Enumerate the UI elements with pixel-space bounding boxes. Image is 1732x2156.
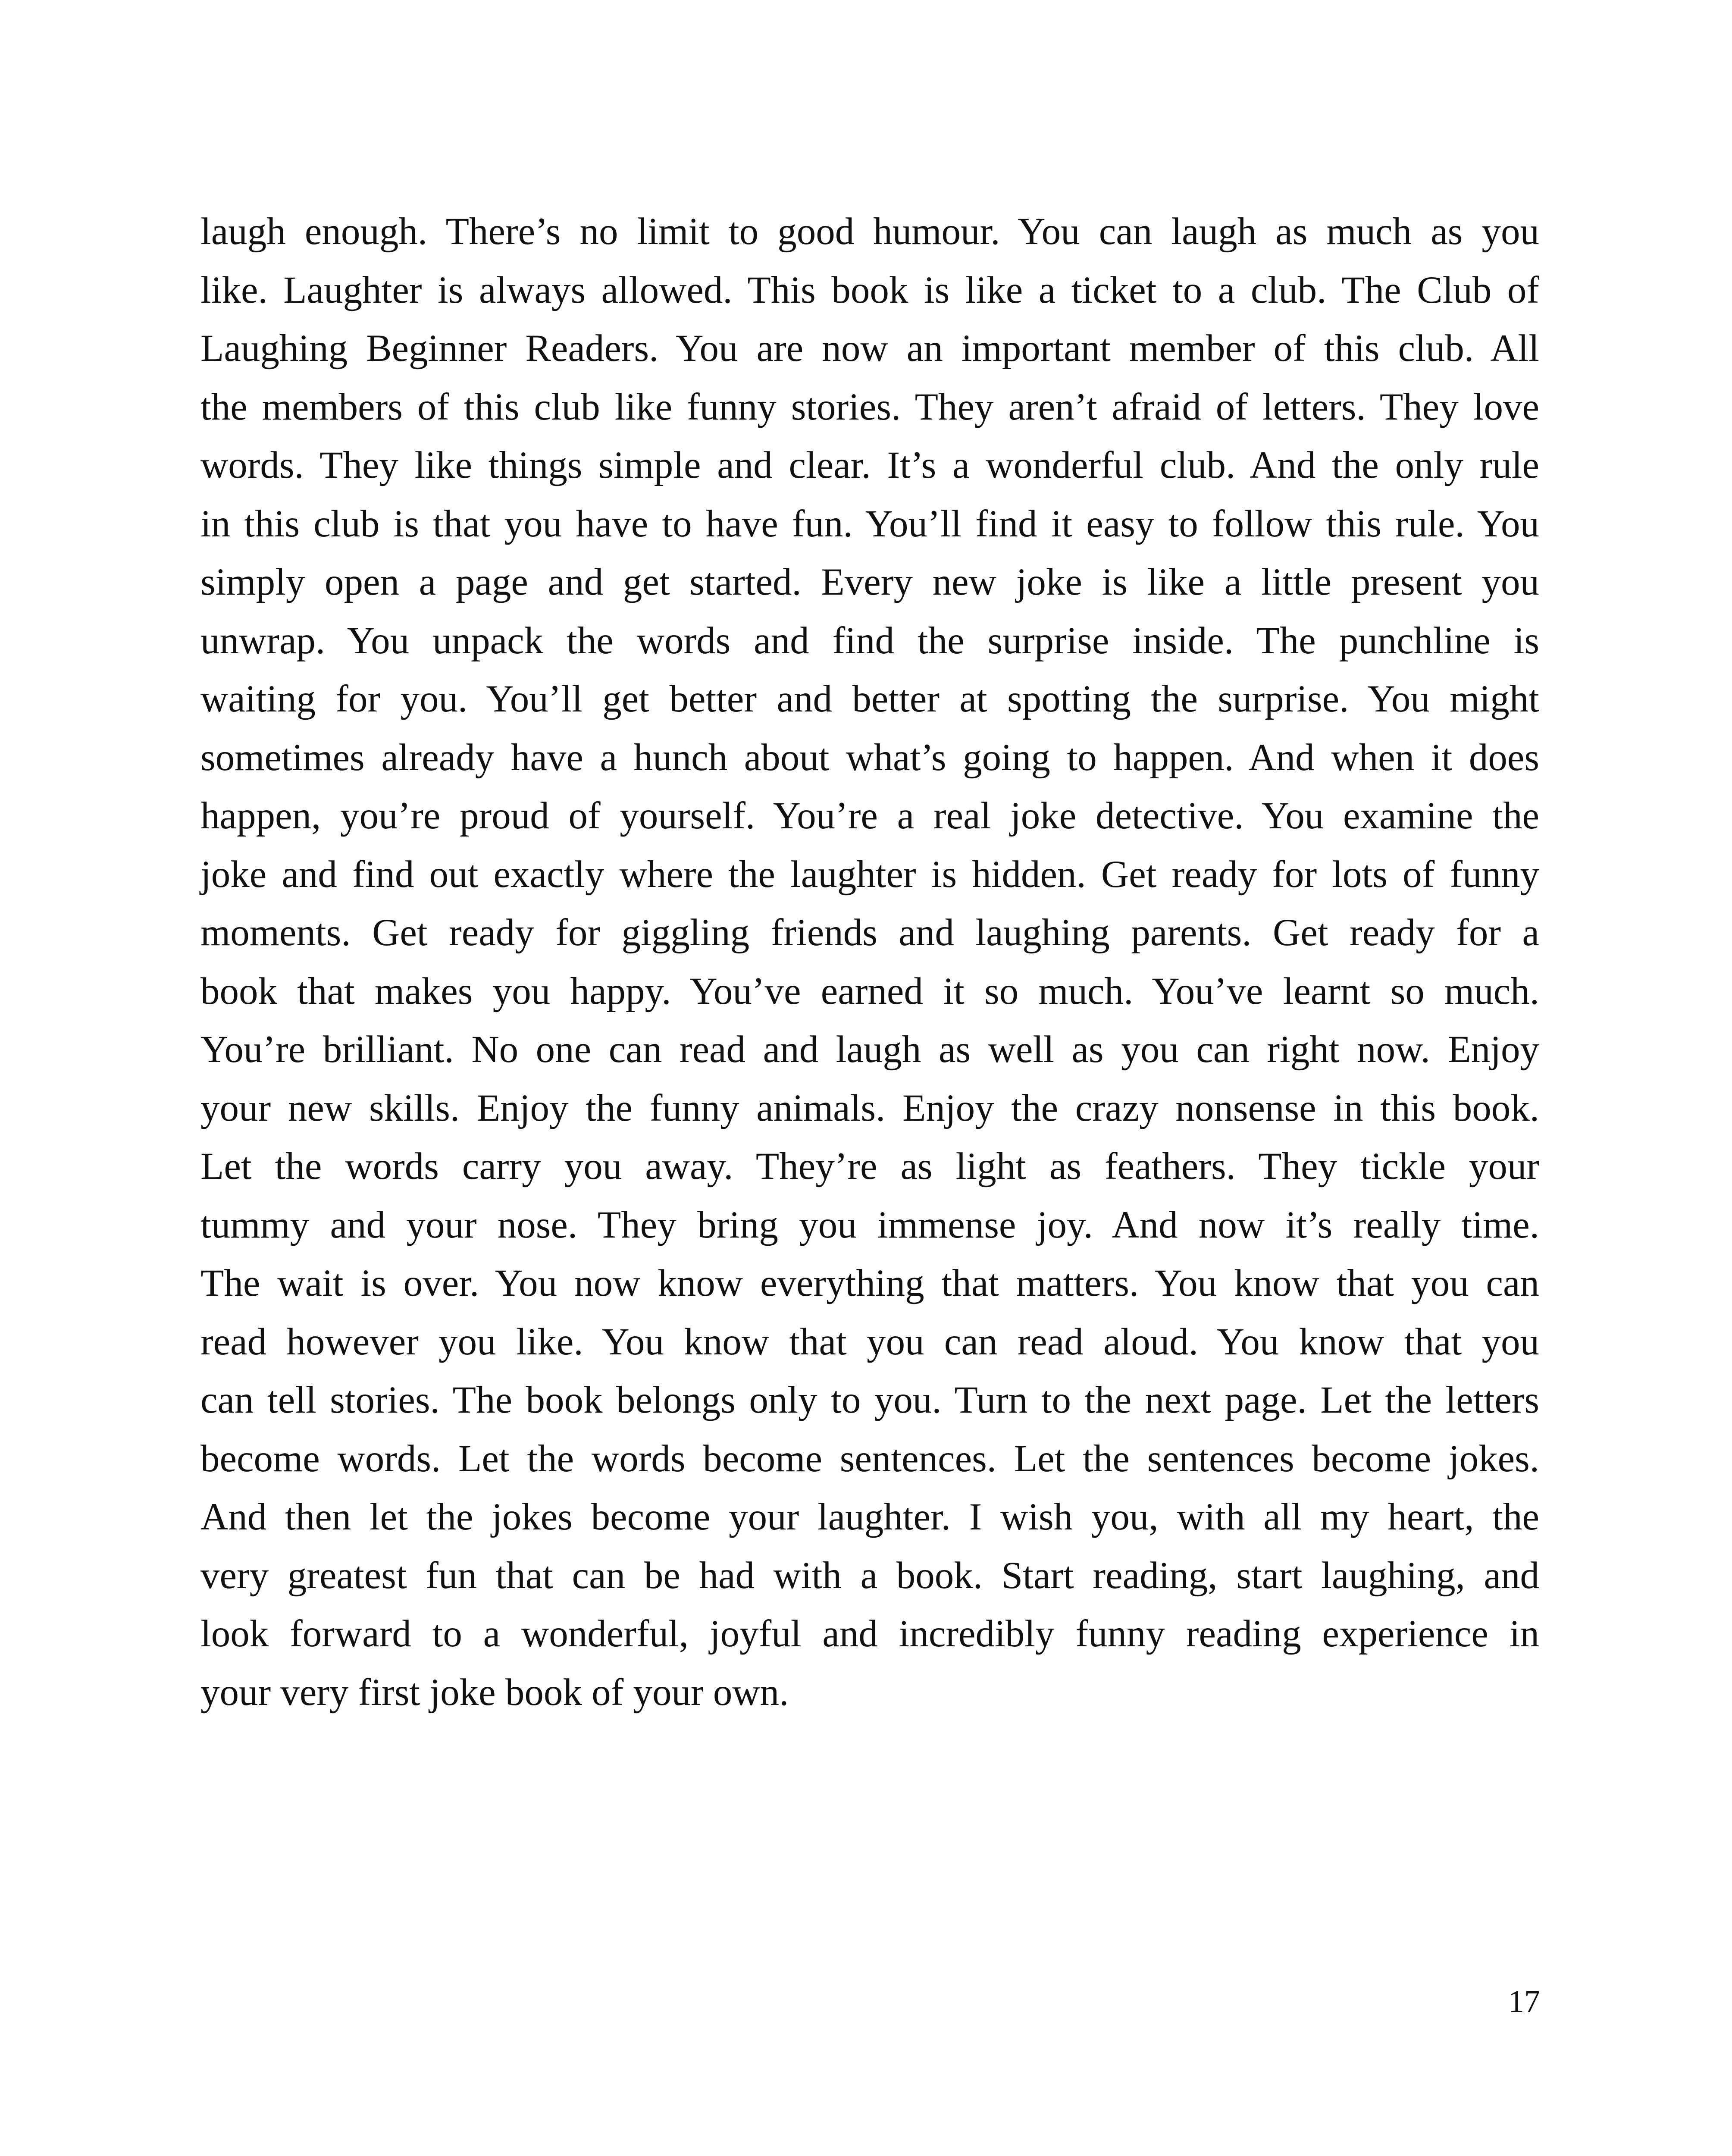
text-line: look forward to a wonderful, joyful and incredibly funny reading experience in [200,1613,1539,1655]
text-line: your very first joke book of your own. [200,1671,789,1714]
text-line: happen, you’re proud of yourself. You’re a real joke detective. You examine the [200,795,1539,837]
text-line: You’re brilliant. No one can read and laugh as well as you can right now. Enjoy [200,1028,1539,1071]
text-line: waiting for you. You’ll get better and better at spotting the surprise. You might [200,678,1539,720]
text-line: read however you like. You know that you can read aloud. You know that you [200,1320,1539,1363]
text-line: laugh enough. There’s no limit to good humour. You can laugh as much as you [200,210,1539,253]
text-line: joke and find out exactly where the laughter is hidden. Get ready for lots of funny [200,853,1539,896]
text-line: book that makes you happy. You’ve earned it so much. You’ve learnt so much. [200,970,1539,1012]
text-line: can tell stories. The book belongs only to you. Turn to the next page. Let the letters [200,1379,1539,1421]
text-line: very greatest fun that can be had with a book. Start reading, start laughing, and [200,1554,1539,1597]
text-line: The wait is over. You now know everything that matters. You know that you can [200,1262,1539,1304]
text-line: And then let the jokes become your laughter. I wish you, with all my heart, the [200,1496,1539,1538]
text-line: unwrap. You unpack the words and find the surprise inside. The punchline is [200,619,1539,662]
text-line: moments. Get ready for giggling friends and laughing parents. Get ready for a [200,912,1539,954]
text-line: tummy and your nose. They bring you immense joy. And now it’s really time. [200,1203,1539,1246]
text-line: simply open a page and get started. Every new joke is like a little present you [200,561,1539,603]
page-number: 17 [1508,1984,1540,2019]
text-line: words. They like things simple and clear. It’s a wonderful club. And the only rule [200,444,1539,486]
body-paragraph [200,203,1539,1722]
text-line: become words. Let the words become sentences. Let the sentences become jokes. [200,1437,1539,1480]
text-line: your new skills. Enjoy the funny animals. Enjoy the crazy nonsense in this book. [200,1087,1539,1129]
text-line: the members of this club like funny stories. They aren’t afraid of letters. They love [200,385,1539,428]
text-line: in this club is that you have to have fun. You’ll find it easy to follow this rule. You [200,502,1539,545]
text-line: like. Laughter is always allowed. This book is like a ticket to a club. The Club of [200,269,1539,311]
text-line: sometimes already have a hunch about what’s going to happen. And when it does [200,736,1539,779]
text-line: Let the words carry you away. They’re as light as feathers. They tickle your [200,1145,1539,1188]
text-line: Laughing Beginner Readers. You are now an important member of this club. All [200,327,1539,370]
